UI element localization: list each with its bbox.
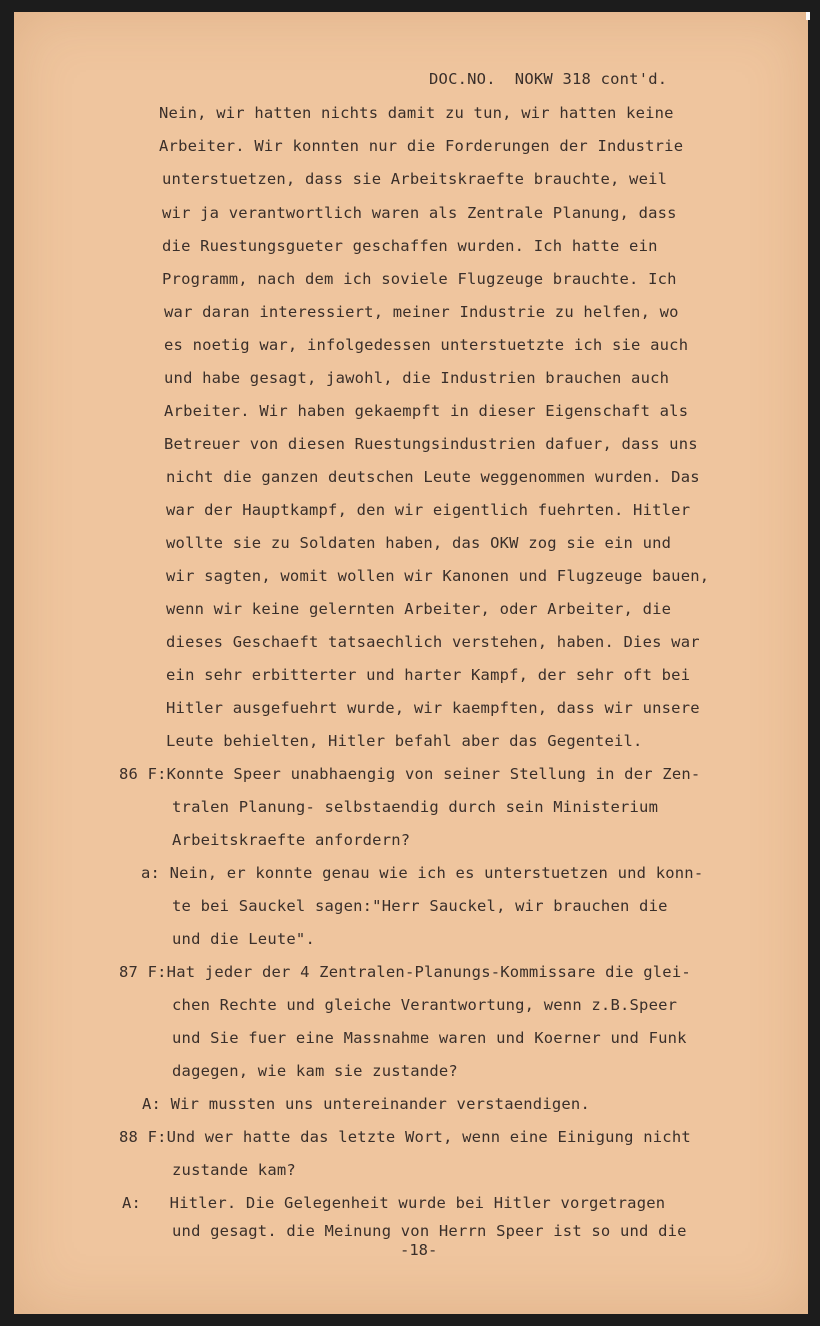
answer-87: A: Wir mussten uns untereinander verstaendigen. [142, 1095, 590, 1113]
answer-88: A: Hitler. Die Gelegenheit wurde bei Hitler vorgetragen [122, 1194, 666, 1212]
text-line: und gesagt. die Meinung von Herrn Speer ist so und die [172, 1222, 687, 1240]
text-line: ein sehr erbitterter und harter Kampf, der sehr oft bei [166, 666, 691, 684]
document-page [14, 12, 808, 1314]
question-87: 87 F:Hat jeder der 4 Zentralen-Planungs-Kommissare die glei- [119, 963, 691, 981]
document-text [14, 12, 808, 1314]
text-line: Arbeitskraefte anfordern? [172, 831, 411, 849]
text-line: Betreuer von diesen Ruestungsindustrien dafuer, dass uns [164, 435, 698, 453]
text-line: te bei Sauckel sagen:"Herr Sauckel, wir brauchen die [172, 897, 668, 915]
text-line: Leute behielten, Hitler befahl aber das Gegenteil. [166, 732, 643, 750]
text-line: Hitler ausgefuehrt wurde, wir kaempften, dass wir unsere [166, 699, 700, 717]
question-86: 86 F:Konnte Speer unabhaengig von seiner Stellung in der Zen- [119, 765, 701, 783]
text-line: und die Leute". [172, 930, 315, 948]
text-line: zustande kam? [172, 1161, 296, 1179]
document-header: DOC.NO. NOKW 318 cont'd. [429, 70, 668, 88]
text-line: wenn wir keine gelernten Arbeiter, oder Arbeiter, die [166, 600, 672, 618]
text-line: chen Rechte und gleiche Verantwortung, wenn z.B.Speer [172, 996, 678, 1014]
text-line: wir ja verantwortlich waren als Zentrale Planung, dass [162, 204, 677, 222]
text-line: dagegen, wie kam sie zustande? [172, 1062, 458, 1080]
text-line: war daran interessiert, meiner Industrie zu helfen, wo [164, 303, 679, 321]
text-line: wollte sie zu Soldaten haben, das OKW zog sie ein und [166, 534, 672, 552]
page-number: -18- [400, 1241, 438, 1259]
text-line: und Sie fuer eine Massnahme waren und Koerner und Funk [172, 1029, 687, 1047]
text-line: Arbeiter. Wir konnten nur die Forderungen der Industrie [159, 137, 684, 155]
text-line: unterstuetzen, dass sie Arbeitskraefte brauchte, weil [162, 170, 668, 188]
question-88: 88 F:Und wer hatte das letzte Wort, wenn eine Einigung nicht [119, 1128, 691, 1146]
text-line: tralen Planung- selbstaendig durch sein Ministerium [172, 798, 659, 816]
text-line: war der Hauptkampf, den wir eigentlich fuehrten. Hitler [166, 501, 691, 519]
text-line: es noetig war, infolgedessen unterstuetzte ich sie auch [164, 336, 689, 354]
text-line: Programm, nach dem ich soviele Flugzeuge brauchte. Ich [162, 270, 677, 288]
text-line: nicht die ganzen deutschen Leute weggenommen wurden. Das [166, 468, 700, 486]
text-line: Arbeiter. Wir haben gekaempft in dieser Eigenschaft als [164, 402, 689, 420]
text-line: und habe gesagt, jawohl, die Industrien brauchen auch [164, 369, 670, 387]
text-line: Nein, wir hatten nichts damit zu tun, wir hatten keine [159, 104, 674, 122]
text-line: wir sagten, womit wollen wir Kanonen und Flugzeuge bauen, [166, 567, 710, 585]
text-line: dieses Geschaeft tatsaechlich verstehen, haben. Dies war [166, 633, 700, 651]
text-line: die Ruestungsgueter geschaffen wurden. Ich hatte ein [162, 237, 658, 255]
answer-86: a: Nein, er konnte genau wie ich es unterstuetzen und konn- [141, 864, 704, 882]
